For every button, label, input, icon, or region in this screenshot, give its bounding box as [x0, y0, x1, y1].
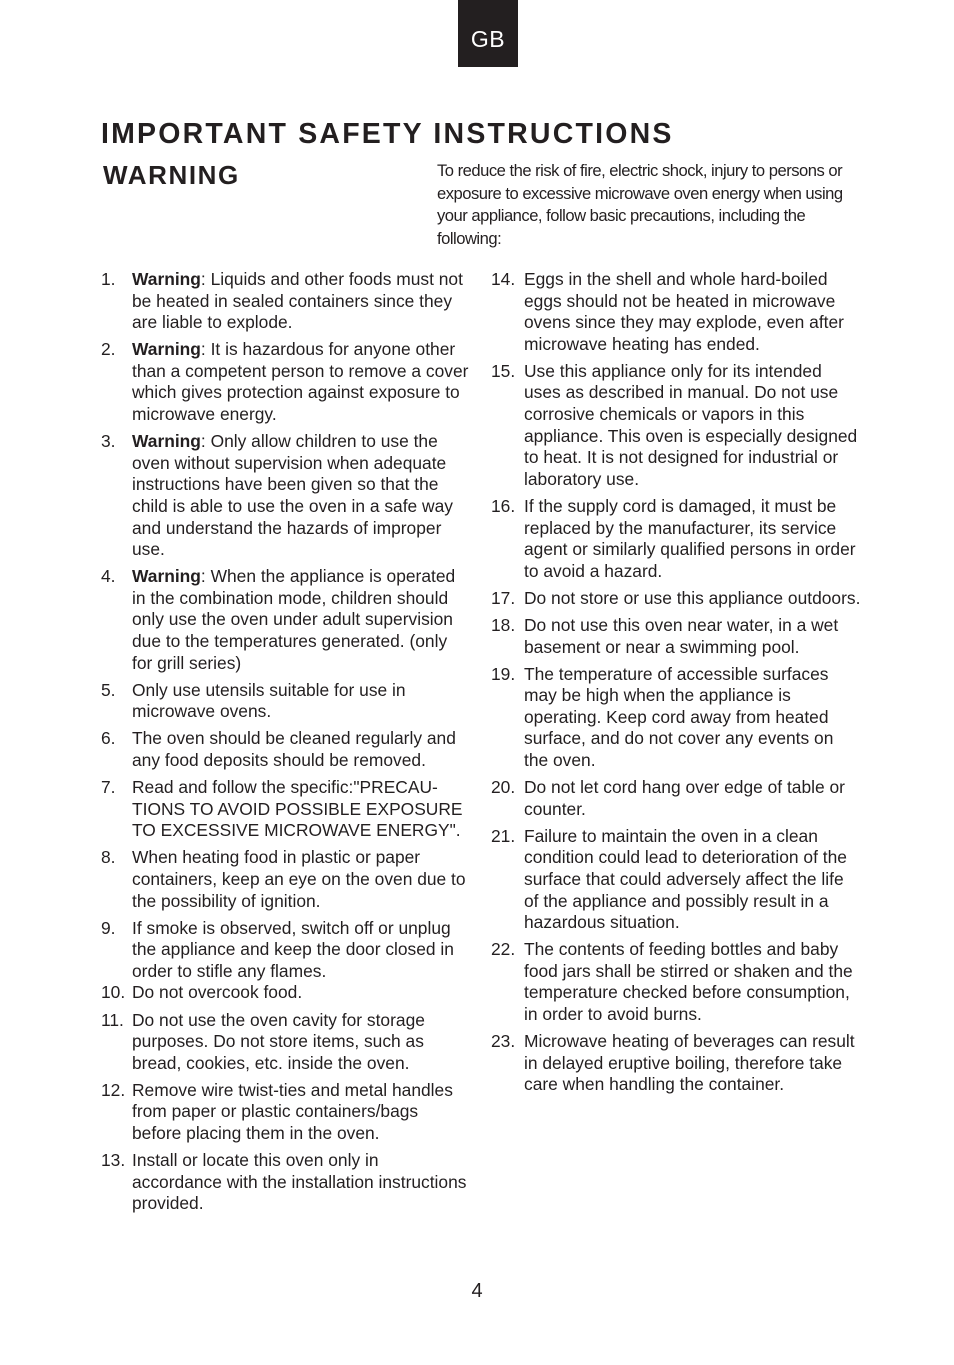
instruction-body: The temperature of accessible surfaces may be high when the appliance is operating. Keep cord away from heated surface, and do not cover any events on the oven.	[524, 663, 834, 770]
instruction-item	[101, 431, 471, 561]
intro-paragraph: To reduce the risk of fire, electric shock, injury to persons or exposure to excessive microwave oven energy when using your appliance, follow basic precautions, including the following:	[437, 161, 843, 248]
instruction-item	[491, 615, 861, 658]
instruction-item	[491, 361, 861, 491]
instruction-body: If smoke is observed, switch off or unplug the appliance and keep the door closed in order to stifle any flames.	[132, 917, 454, 981]
instruction-text	[132, 1150, 466, 1213]
instruction-item	[491, 664, 861, 772]
instruction-text	[132, 680, 406, 722]
instruction-number: 4.	[101, 566, 116, 587]
instruction-body: : Only allow children to use the oven without supervision when adequate instructions have been given so that the child is able to use the oven in a safe way and understand the hazards of improper use.	[132, 431, 453, 560]
instruction-text	[132, 847, 466, 910]
instruction-item	[101, 339, 471, 425]
instruction-item	[101, 1080, 471, 1145]
instruction-text	[524, 664, 833, 770]
instruction-number: 21.	[491, 825, 516, 846]
instruction-text	[132, 777, 463, 840]
instruction-body: If the supply cord is damaged, it must be replaced by the manufacturer, its service agent or similarly qualified persons in order to avoid a hazard.	[524, 495, 856, 581]
instruction-keyword: Warning	[132, 269, 201, 289]
instruction-text	[524, 1031, 855, 1094]
instruction-body: : Liquids and other foods must not be heated in sealed containers since they are liable to explode.	[132, 269, 463, 333]
instruction-body: Do not use the oven cavity for storage purposes. Do not store items, such as bread, cookies, etc. inside the oven.	[132, 1009, 425, 1073]
instruction-number: 12.	[101, 1079, 126, 1100]
instruction-keyword: Warning	[132, 339, 201, 360]
instruction-body: Do not store or use this appliance outdoors.	[524, 587, 861, 608]
instruction-item	[101, 777, 471, 842]
instruction-body: : When the appliance is operated in the combination mode, children should only use the oven under adult supervision due to the temperatures generated. (only for grill series)	[132, 566, 456, 673]
instruction-text	[524, 939, 853, 1024]
instruction-body: The oven should be cleaned regularly and any food deposits should be removed.	[132, 728, 456, 770]
instruction-text	[132, 339, 468, 424]
instruction-body: Do not let cord hang over edge of table or counter.	[524, 777, 845, 819]
instruction-number: 20.	[491, 777, 516, 798]
instruction-body: Microwave heating of beverages can result in delayed eruptive boiling, therefore take care when handling the container.	[524, 1031, 855, 1095]
instruction-text	[132, 269, 463, 332]
instruction-item	[101, 680, 471, 723]
instruction-text	[524, 615, 838, 657]
instruction-text	[132, 918, 454, 981]
instruction-number: 16.	[491, 495, 516, 516]
instruction-number: 15.	[491, 360, 516, 381]
instruction-body: Remove wire twist-ties and metal handles from paper or plastic containers/bags before placing them in the oven.	[132, 1079, 453, 1143]
instruction-number: 14.	[491, 269, 516, 289]
instruction-body: When heating food in plastic or paper containers, keep an eye on the oven due to the possibility of ignition.	[132, 847, 466, 911]
instruction-item	[491, 939, 861, 1025]
instruction-number: 13.	[101, 1150, 126, 1171]
instruction-text	[132, 1080, 453, 1143]
instruction-body: Failure to maintain the oven in a clean condition could lead to deterioration of the surface that could adversely affect the life of the appliance and possibly result in a hazardous situation.	[524, 825, 847, 933]
instruction-text	[524, 777, 845, 819]
instruction-item	[101, 1010, 471, 1075]
instruction-body: Use this appliance only for its intended uses as described in manual. Do not use corrosive chemicals or vapors in this appliance. This oven is especially designed to heat. It is not designed for industrial or laboratory use.	[524, 360, 858, 489]
instruction-item	[491, 496, 861, 582]
instruction-text	[132, 566, 455, 672]
instruction-number: 2.	[101, 339, 116, 360]
language-tab	[458, 0, 518, 67]
instruction-text	[132, 728, 456, 770]
instruction-body: Do not overcook food.	[132, 982, 303, 1003]
instruction-item	[491, 588, 861, 610]
instruction-number: 11.	[101, 1009, 124, 1030]
instructions-list-right	[491, 269, 861, 1101]
instruction-item	[101, 269, 471, 334]
instruction-item	[101, 982, 471, 1004]
instruction-text	[524, 588, 860, 608]
instruction-text	[524, 269, 844, 354]
instruction-text	[132, 982, 302, 1002]
instruction-body: : It is hazardous for anyone other than a competent person to remove a cover which gives protection against exposure to microwave energy.	[132, 339, 469, 425]
instruction-item	[101, 728, 471, 771]
instruction-number: 17.	[491, 587, 516, 608]
instruction-item	[101, 918, 471, 983]
instruction-text	[132, 1010, 425, 1073]
instruction-keyword: Warning	[132, 431, 201, 452]
instruction-number: 19.	[491, 663, 516, 684]
instruction-number: 9.	[101, 917, 116, 938]
instruction-text	[524, 496, 856, 581]
instruction-item	[491, 777, 861, 820]
page-title: IMPORTANT SAFETY INSTRUCTIONS	[101, 118, 674, 150]
warning-heading: WARNING	[103, 160, 240, 190]
instruction-item	[101, 847, 471, 912]
instruction-body: Do not use this oven near water, in a wet basement or near a swimming pool.	[524, 614, 839, 657]
instruction-number: 3.	[101, 431, 116, 452]
instruction-number: 5.	[101, 679, 116, 700]
instruction-item	[491, 1031, 861, 1096]
instruction-keyword: Warning	[132, 566, 201, 587]
instruction-number: 8.	[101, 847, 116, 868]
instruction-number: 18.	[491, 614, 516, 635]
instruction-number: 6.	[101, 728, 116, 749]
instruction-number: 7.	[101, 777, 116, 798]
instructions-list-left	[101, 269, 471, 1220]
instruction-body: Read and follow the specific:"PRECAU-TIONS TO AVOID POSSIBLE EXPOSURE TO EXCESSIVE MICROWAVE ENERGY".	[132, 777, 463, 841]
instruction-item	[101, 566, 471, 674]
instruction-text	[132, 431, 453, 559]
page-number: 4	[471, 1280, 483, 1302]
instruction-body: Only use utensils suitable for use in microwave ovens.	[132, 679, 406, 722]
instruction-item	[491, 269, 861, 355]
instruction-body: Install or locate this oven only in accordance with the installation instructions provided.	[132, 1150, 467, 1214]
instruction-number: 1.	[101, 269, 116, 289]
instruction-item	[101, 1150, 471, 1215]
instruction-body: The contents of feeding bottles and baby food jars shall be stirred or shaken and the temperature checked before consumption, in order to avoid burns.	[524, 939, 853, 1024]
instruction-number: 10.	[101, 982, 126, 1003]
instruction-number: 23.	[491, 1031, 516, 1052]
instruction-text	[524, 826, 847, 932]
instruction-text	[524, 361, 857, 489]
instruction-item	[491, 826, 861, 934]
language-tab-label: GB	[470, 26, 506, 52]
instruction-body: Eggs in the shell and whole hard-boiled eggs should not be heated in microwave ovens since they may explode, even after microwave heating has ended.	[524, 269, 844, 354]
instruction-number: 22.	[491, 939, 516, 960]
